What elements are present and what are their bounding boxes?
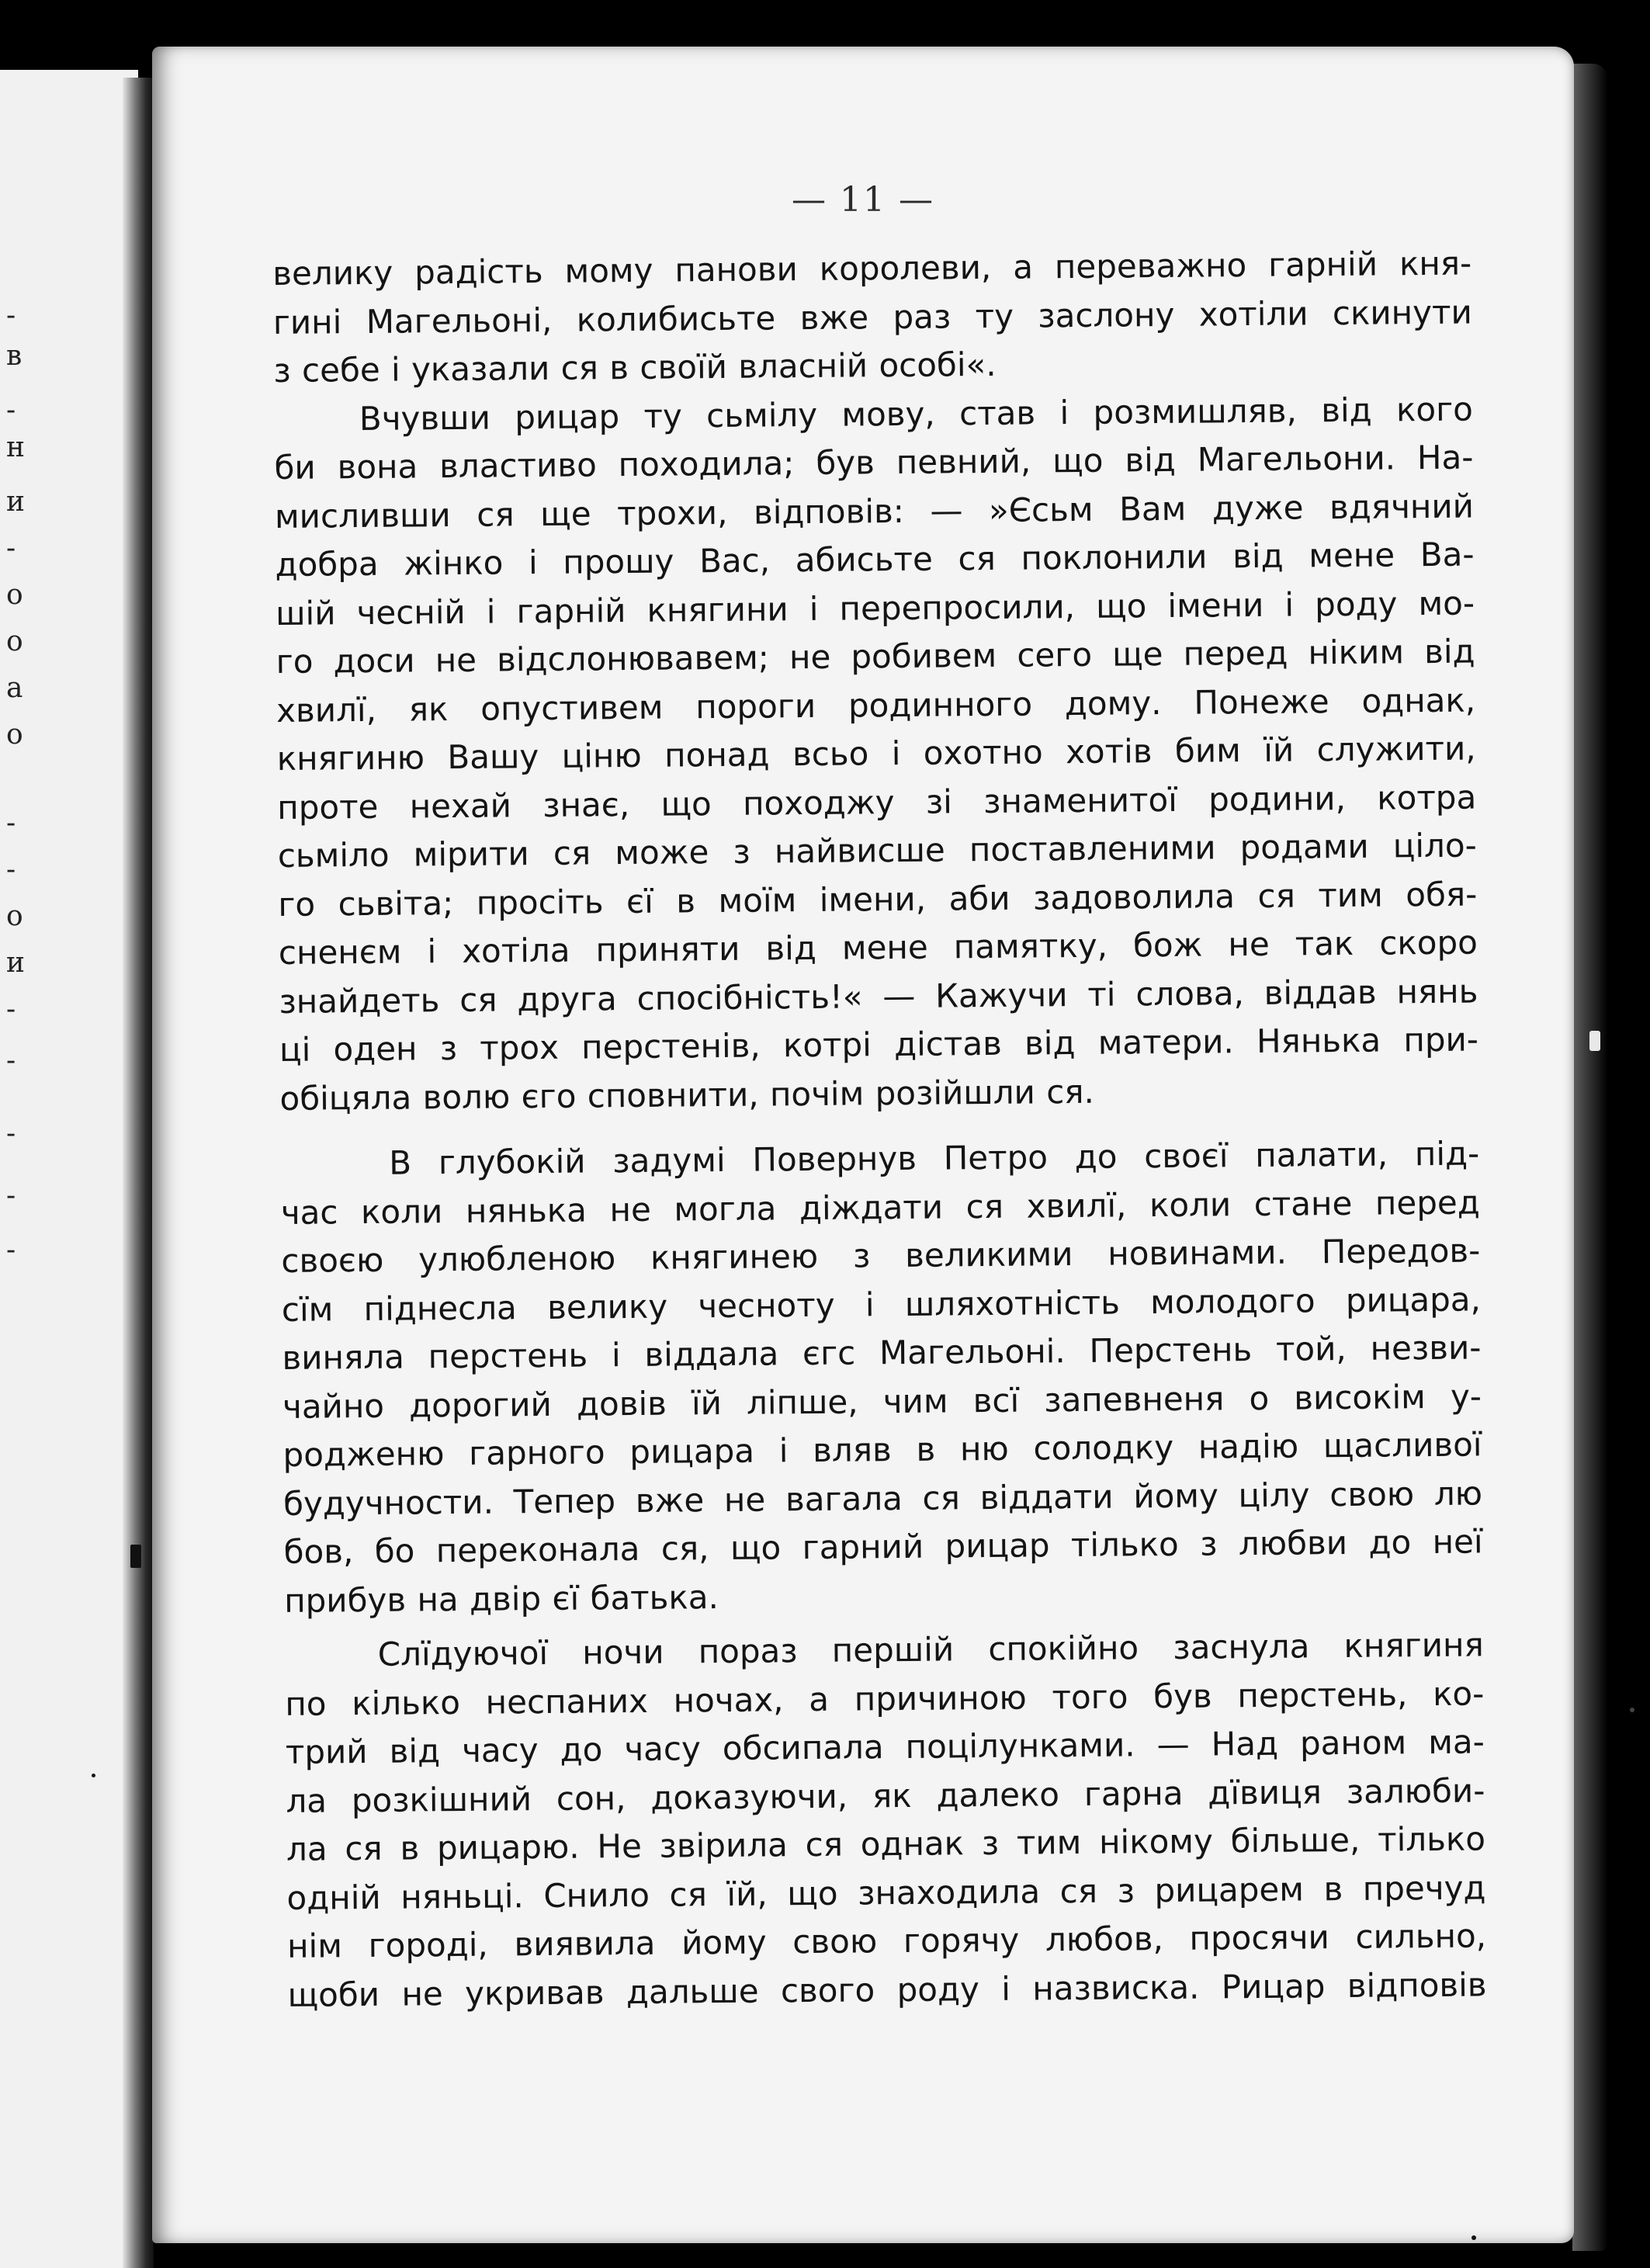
text-line: сьміло мірити ся може з найвисше поставленими родами ціло-	[277, 826, 1477, 875]
margin-char: о	[6, 579, 23, 611]
margin-char: а	[6, 672, 23, 704]
text-line: добра жінко і прошу Вас, абисьте ся поклонили від мене Ва-	[275, 535, 1475, 584]
margin-char: и	[6, 486, 25, 518]
text-line: ла ся в рицарю. Не звірила ся однак з тим нікому більше, тілько	[286, 1819, 1486, 1868]
text-line: Вчувши рицар ту сьмілу мову, став і розмишляв, від кого	[359, 390, 1474, 438]
gutter-mark	[130, 1545, 141, 1568]
text-line: одній няньці. Снило ся їй, що знаходила ся з рицарем в пречуд	[286, 1867, 1486, 1917]
margin-char: -	[6, 1045, 16, 1077]
margin-char: о	[6, 719, 23, 751]
text-line: трий від часу до часу обсипала поцілунками. — Над раном ма-	[285, 1722, 1485, 1771]
text-line: ці оден з трох перстенів, котрі дістав від матери. Нянька при-	[279, 1020, 1479, 1069]
margin-char: -	[6, 854, 16, 886]
text-line: Слїдуючої ночи пораз першій спокійно заснула княгиня	[377, 1625, 1484, 1673]
text-line: виняла перстень і віддала єгс Магельоні. Перстень той, незви-	[282, 1328, 1482, 1377]
text-line: прибув на двір єї батька.	[283, 1577, 719, 1620]
text-line: обіцяла волю єго сповнити, почім розійшли ся.	[279, 1072, 1095, 1118]
text-line: проте нехай знає, що походжу зі знаменитої родини, котра	[277, 777, 1477, 827]
text-line: мисливши ся ще трохи, відповів: — »Єсьм Вам дуже вдячний	[274, 487, 1475, 536]
text-line: би вона властиво походила; був певний, що від Магельони. На-	[274, 438, 1474, 487]
text-line: шій чесній і гарній княгини і перепросили, що імени і роду мо-	[275, 584, 1475, 633]
text-line: сненєм і хотіла приняти від мене памятку, бож не так скоро	[278, 923, 1478, 972]
left-facing-page	[0, 70, 138, 2268]
margin-char: и	[6, 947, 25, 979]
text-line: час коли нянька не могла діждати ся хвилї, коли стане перед	[280, 1182, 1480, 1232]
text-line: хвилї, як опустивем пороги родинного дому. Понеже однак,	[276, 680, 1476, 730]
margin-char: -	[6, 1118, 16, 1150]
margin-char: -	[6, 1234, 16, 1266]
text-line: з себе і указали ся в своїй власній особі«.	[273, 345, 997, 390]
text-line: знайдеть ся друга спосібність!« — Кажучи ті слова, віддав нянь	[279, 971, 1478, 1021]
text-line: нім городі, виявила йому свою горячу любов, просячи сильно,	[286, 1916, 1487, 1965]
margin-char: -	[6, 1180, 16, 1212]
margin-char: в	[6, 340, 23, 372]
book-page	[152, 47, 1574, 2243]
text-line: го доси не відслонювавем; не робивем сего ще перед ніким від	[276, 632, 1475, 681]
text-line: гині Магельоні, колибисьте вже раз ту заслону хотіли скинути	[272, 293, 1472, 342]
margin-char: -	[6, 394, 16, 426]
text-line: будучности. Тепер вже не вагала ся віддати йому цілу свою лю	[283, 1473, 1483, 1523]
page-number: — 11 —	[792, 180, 934, 220]
text-line: велику радість мому панови королеви, а переважно гарній кня-	[272, 244, 1472, 293]
text-line: щоби не укривав дальше свого роду і назвиска. Рицар відповів	[287, 1965, 1487, 2014]
text-line: княгиню Вашу ціню понад всьо і охотно хотів бим їй служити,	[276, 729, 1476, 778]
margin-char: -	[6, 807, 16, 839]
text-line: ла розкішний сон, доказуючи, як далеко гарна дївиця залюби-	[286, 1770, 1485, 1820]
margin-char: о	[6, 900, 23, 932]
text-line: сїм піднесла велику чесноту і шляхотність молодого рицара,	[281, 1279, 1482, 1329]
text-line: В глубокій задумі Повернув Петро до своєї палати, під-	[389, 1134, 1480, 1182]
text-line: по кілько неспаних ночах, а причиною того був перстень, ко-	[285, 1673, 1485, 1723]
dust-speck	[92, 1774, 95, 1777]
book-gutter	[123, 78, 154, 2268]
page-edge-shadow	[1572, 64, 1608, 2251]
text-line: го сьвіта; просіть єї в моїм імени, аби задоволила ся тим обя-	[278, 874, 1478, 924]
text-line: родженю гарного рицара і вляв в ню солодку надію щасливої	[283, 1425, 1482, 1474]
margin-char: -	[6, 994, 16, 1025]
margin-char: -	[6, 532, 16, 564]
margin-char: -	[6, 300, 16, 331]
paper-tear-mark	[1589, 1031, 1600, 1051]
dust-speck	[1471, 2235, 1476, 2240]
text-line: чайно дорогий довів їй ліпше, чим всї запевненя о високім у-	[282, 1376, 1482, 1426]
dust-speck	[1630, 1708, 1634, 1712]
text-line: бов, бо переконала ся, що гарний рицар тілько з любви до неї	[283, 1522, 1483, 1571]
body-text	[272, 240, 1487, 2020]
margin-char: н	[6, 432, 25, 463]
text-line: своєю улюбленою княгинею з великими новинами. Передов-	[281, 1231, 1481, 1280]
margin-char: о	[6, 626, 23, 657]
